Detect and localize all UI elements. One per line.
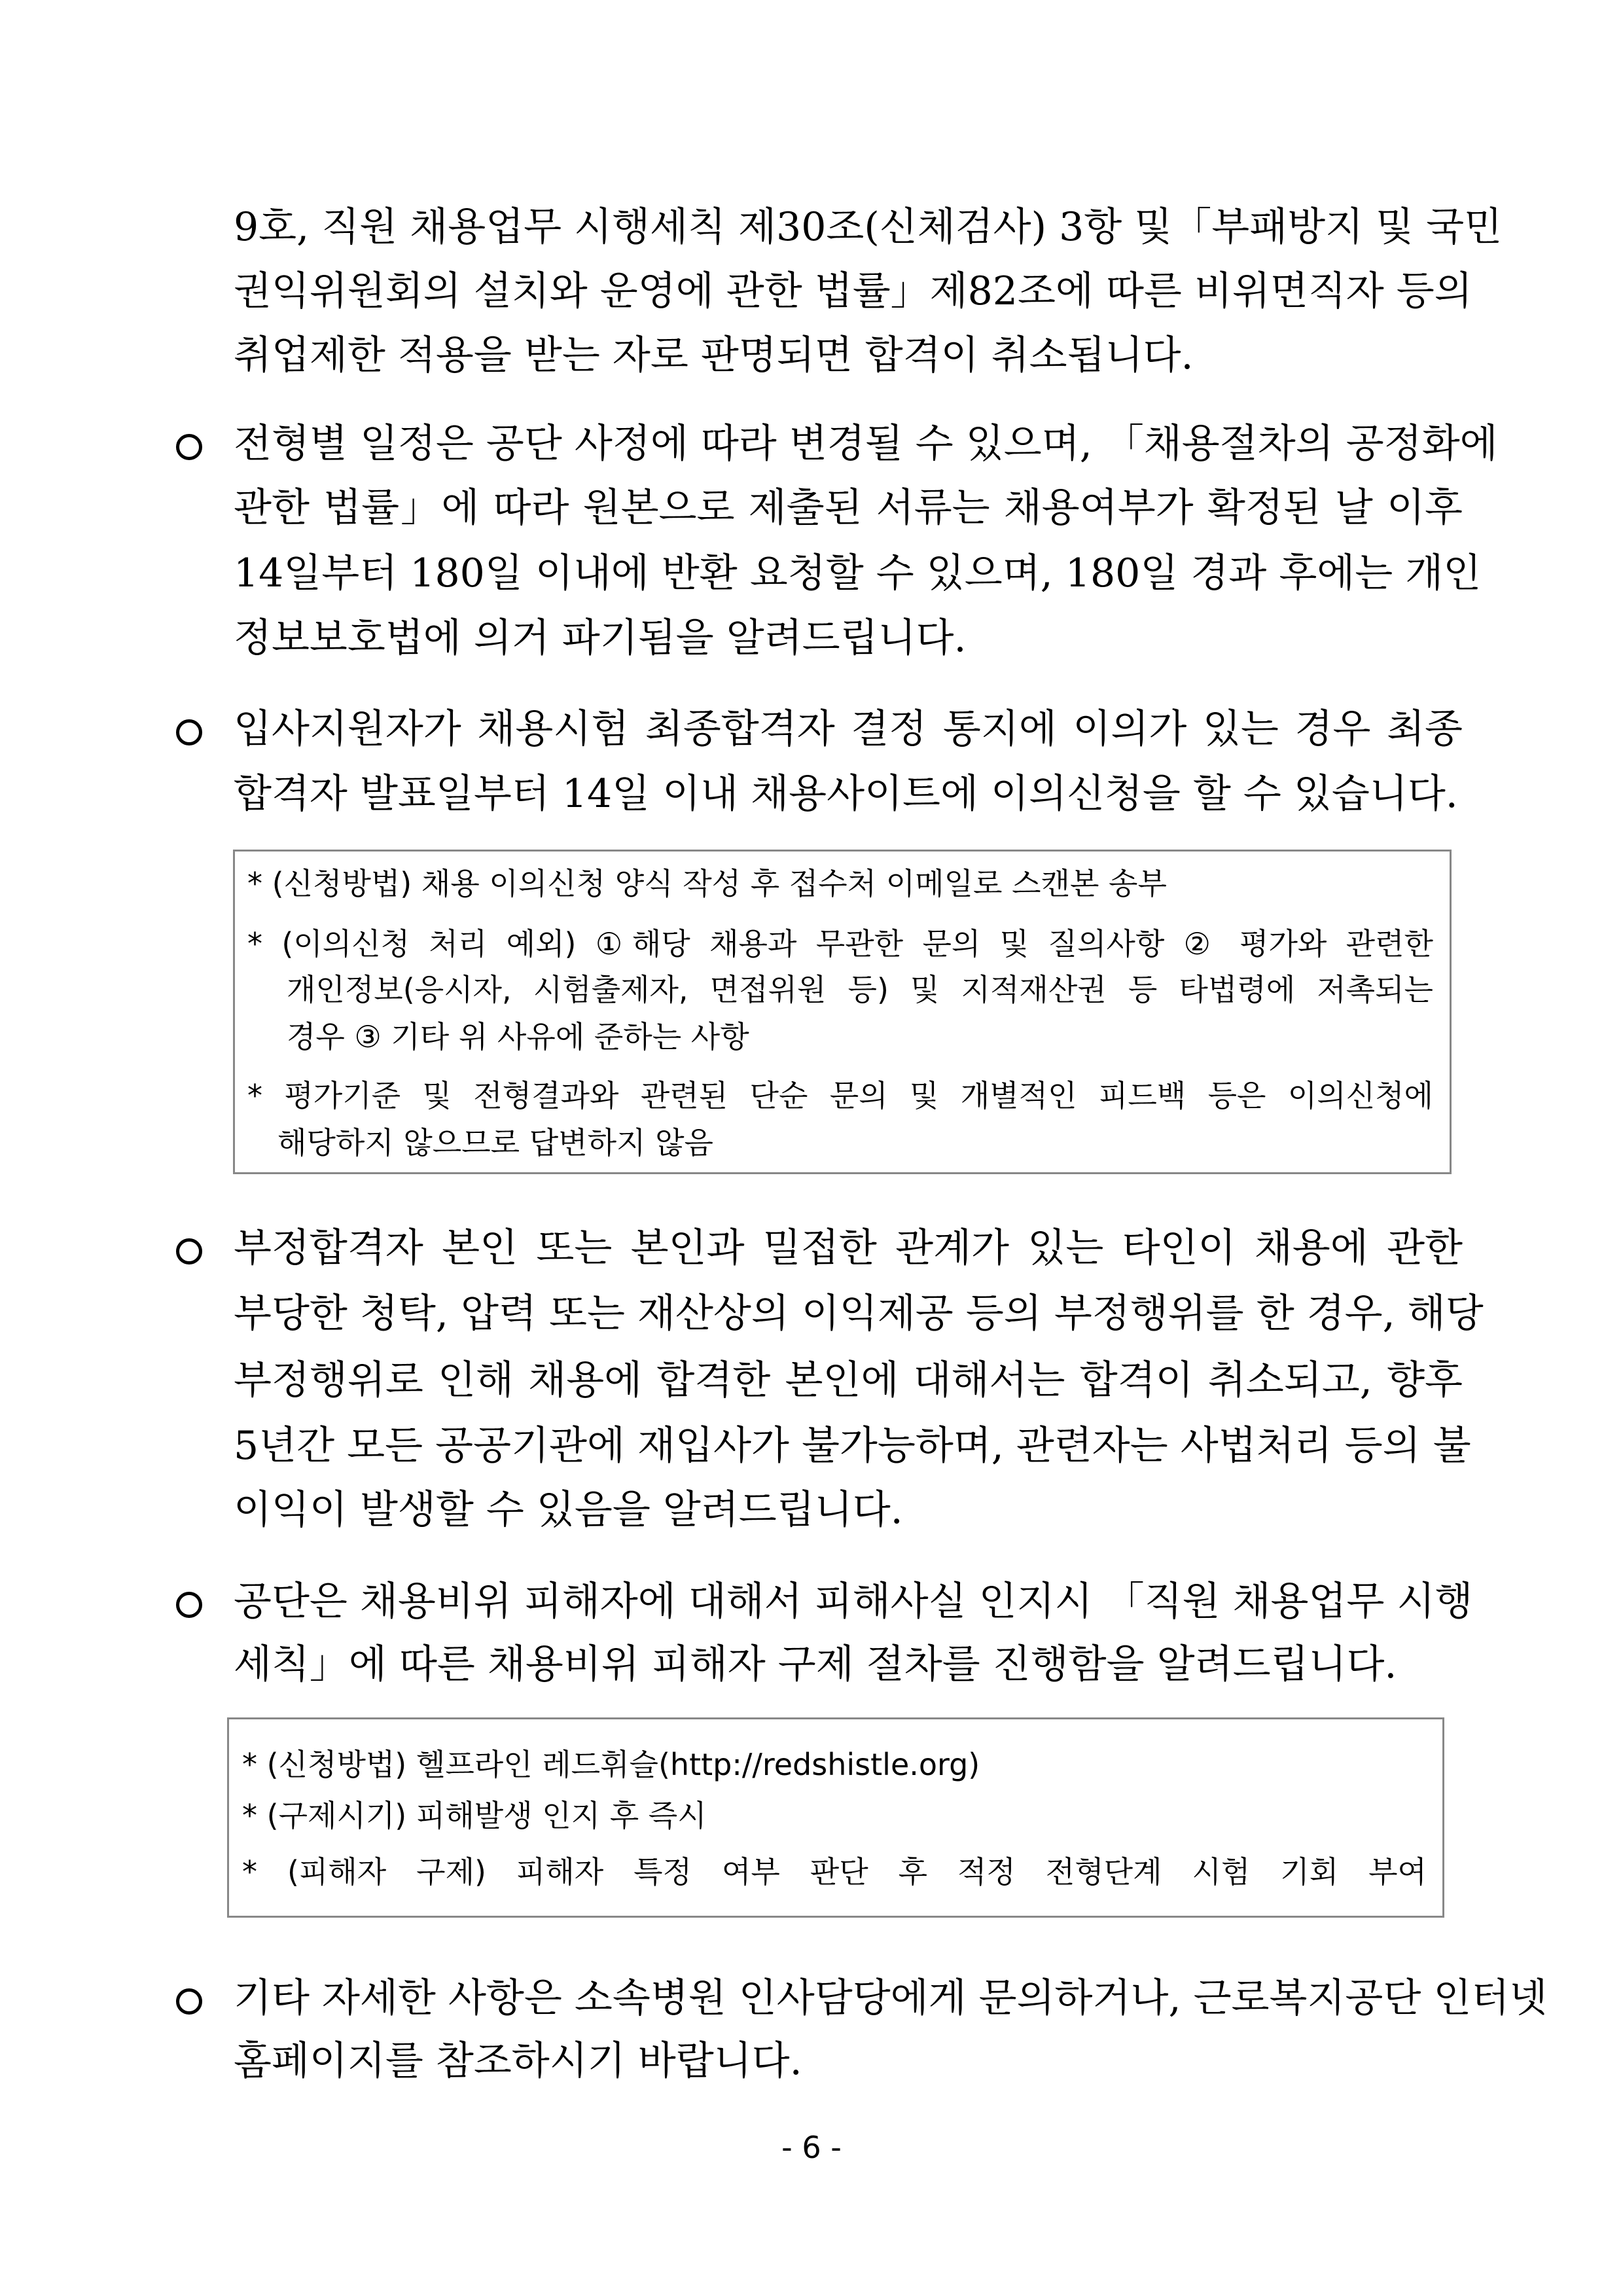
paragraph-line: 전형별 일정은 공단 사정에 따라 변경될 수 있으며, 「채용절차의 공정화에 [234,421,1498,467]
note-line: 해당하지 않으므로 답변하지 않음 [277,1125,713,1160]
paragraph-line: 부당한 청탁, 압력 또는 재산상의 이익제공 등의 부정행위를 한 경우, 해당 [234,1291,1484,1336]
circle-bullet-icon [176,1988,202,2015]
note-line: 경우 ③ 기타 위 사유에 준하는 사항 [287,1019,749,1054]
note-line: * (구제시기) 피해발생 인지 후 즉시 [242,1798,707,1833]
paragraph-line: 공단은 채용비위 피해자에 대해서 피해사실 인지시 「직원 채용업무 시행 [234,1579,1473,1624]
paragraph-line: 부정행위로 인해 채용에 합격한 본인에 대해서는 합격이 취소되고, 향후 [234,1357,1463,1403]
paragraph-line: 정보보호법에 의거 파기됨을 알려드립니다. [234,615,967,661]
paragraph-line: 권익위원회의 설치와 운영에 관한 법률」제82조에 따른 비위면직자 등의 [234,268,1472,314]
note-line: * 평가기준 및 전형결과와 관련된 단순 문의 및 개별적인 피드백 등은 이의신청에 [247,1078,1433,1113]
paragraph-line: 14일부터 180일 이내에 반환 요청할 수 있으며, 180일 경과 후에는 개인 [234,550,1482,596]
paragraph-line: 부정합격자 본인 또는 본인과 밀접한 관계가 있는 타인이 채용에 관한 [234,1225,1463,1271]
circle-bullet-icon [176,1592,202,1618]
circle-bullet-icon [176,719,202,745]
paragraph-line: 취업제한 적용을 받는 자로 판명되면 합격이 취소됩니다. [234,332,1194,378]
paragraph-line: 관한 법률」에 따라 원본으로 제출된 서류는 채용여부가 확정된 날 이후 [234,485,1463,531]
paragraph-line: 이익이 발생할 수 있음을 알려드립니다. [234,1487,903,1533]
note-line: * (신청방법) 헬프라인 레드휘슬(http://redshistle.org) [242,1747,980,1782]
note-line: 개인정보(응시자, 시험출제자, 면접위원 등) 및 지적재산권 등 타법령에 저촉되는 [287,972,1433,1007]
paragraph-line: 기타 자세한 사항은 소속병원 인사담당에게 문의하거나, 근로복지공단 인터넷 [234,1975,1548,2021]
paragraph-line: 홈페이지를 참조하시기 바랍니다. [234,2038,802,2084]
paragraph-line: 세칙」에 따른 채용비위 피해자 구제 절차를 진행함을 알려드립니다. [234,1641,1397,1687]
paragraph-line: 합격자 발표일부터 14일 이내 채용사이트에 이의신청을 할 수 있습니다. [234,771,1458,817]
circle-bullet-icon [176,1238,202,1265]
paragraph-line: 입사지원자가 채용시험 최종합격자 결정 통지에 이의가 있는 경우 최종 [234,706,1463,752]
note-line: * (이의신청 처리 예외) ①해당 채용과 무관한 문의 및 질의사항 ② 평가와 관련한 [247,926,1433,961]
note-line: * (신청방법) 채용 이의신청 양식 작성 후 접수처 이메일로 스캔본 송부 [247,866,1167,901]
circle-bullet-icon [176,434,202,460]
paragraph-line: 9호, 직원 채용업무 시행세칙 제30조(신체검사) 3항 및「부패방지 및 국민 [234,204,1503,250]
paragraph-line: 5년간 모든 공공기관에 재입사가 불가능하며, 관련자는 사법처리 등의 불 [234,1423,1471,1469]
note-line: * (피해자 구제) 피해자 특정 여부 판단 후 적정 전형단계 시험 기회 부여 [242,1854,1427,1890]
page-number: - 6 - [781,2130,842,2165]
